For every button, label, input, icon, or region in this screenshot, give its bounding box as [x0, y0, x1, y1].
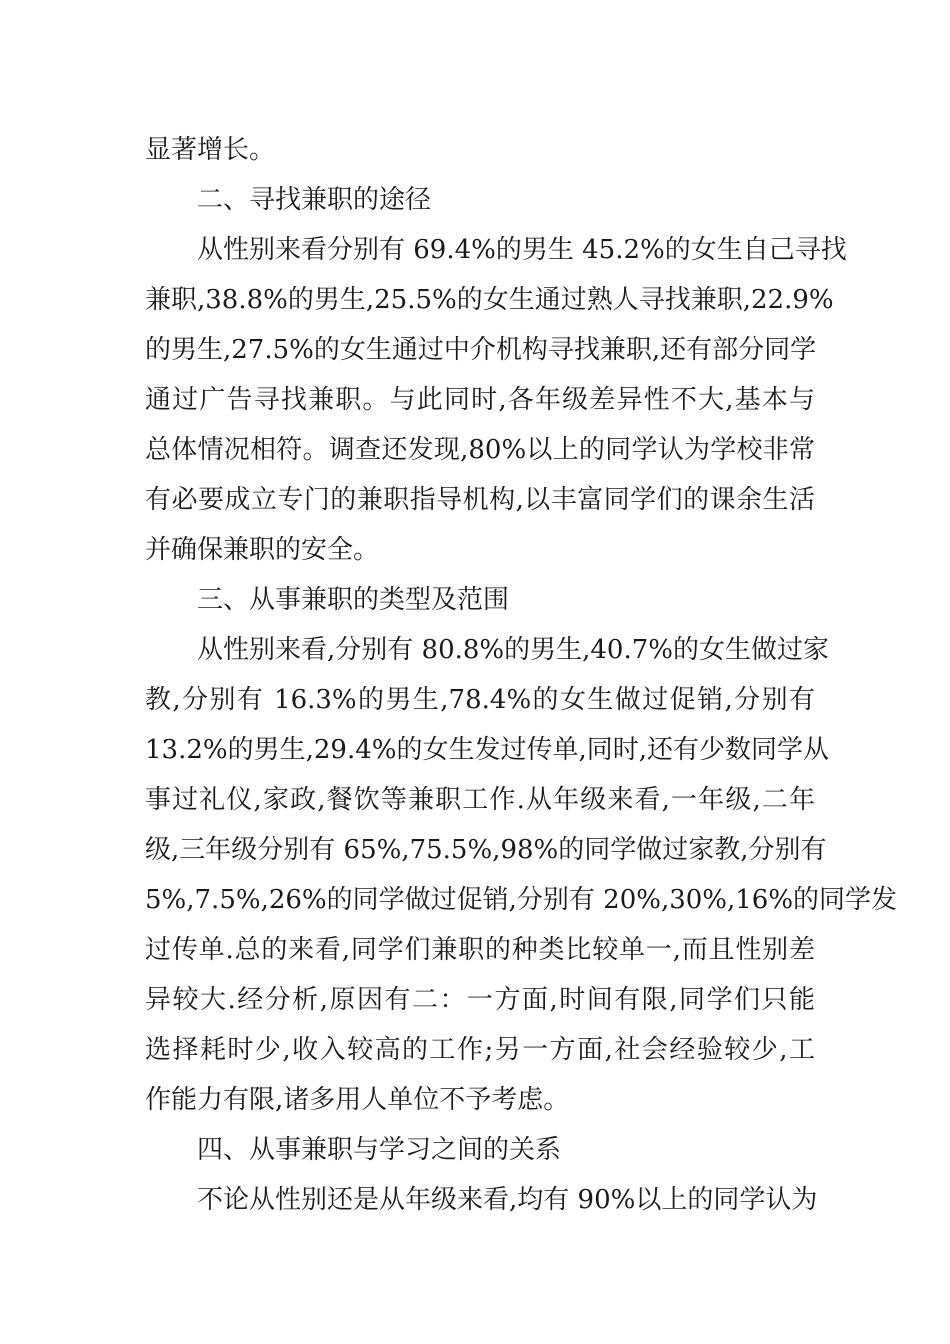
text-line: 过传单.总的来看,同学们兼职的种类比较单一,而且性别差	[145, 935, 815, 965]
text-line: 有必要成立专门的兼职指导机构,以丰富同学们的课余生活	[145, 485, 815, 515]
text-line: 的男生,27.5%的女生通过中介机构寻找兼职,还有部分同学	[145, 335, 817, 365]
section-heading: 三、从事兼职的类型及范围	[197, 585, 510, 615]
section-heading: 二、寻找兼职的途径	[197, 185, 432, 215]
text-line: 兼职,38.8%的男生,25.5%的女生通过熟人寻找兼职,22.9%	[145, 285, 834, 315]
text-line: 总体情况相符。调查还发现,80%以上的同学认为学校非常	[145, 435, 815, 465]
text-line: 教,分别有 16.3%的男生,78.4%的女生做过促销,分别有	[145, 685, 815, 715]
text-line: 13.2%的男生,29.4%的女生发过传单,同时,还有少数同学从	[145, 735, 829, 765]
text-line: 级,三年级分别有 65%,75.5%,98%的同学做过家教,分别有	[145, 835, 827, 865]
text-line: 并确保兼职的安全。	[145, 535, 380, 565]
text-line: 从性别来看分别有 69.4%的男生 45.2%的女生自己寻找	[197, 235, 847, 265]
text-line: 事过礼仪,家政,餐饮等兼职工作.从年级来看,一年级,二年	[145, 785, 815, 815]
text-line: 选择耗时少,收入较高的工作;另一方面,社会经验较少,工	[145, 1035, 815, 1065]
text-line: 5%,7.5%,26%的同学做过促销,分别有 20%,30%,16%的同学发	[145, 885, 898, 915]
text-line: 显著增长。	[145, 135, 276, 165]
section-heading: 四、从事兼职与学习之间的关系	[197, 1135, 562, 1165]
text-line: 不论从性别还是从年级来看,均有 90%以上的同学认为	[197, 1185, 818, 1215]
text-line: 异较大.经分析,原因有二：一方面,时间有限,同学们只能	[145, 985, 815, 1015]
text-line: 作能力有限,诸多用人单位不予考虑。	[145, 1085, 570, 1115]
text-line: 从性别来看,分别有 80.8%的男生,40.7%的女生做过家	[197, 635, 829, 665]
text-line: 通过广告寻找兼职。与此同时,各年级差异性不大,基本与	[145, 385, 815, 415]
